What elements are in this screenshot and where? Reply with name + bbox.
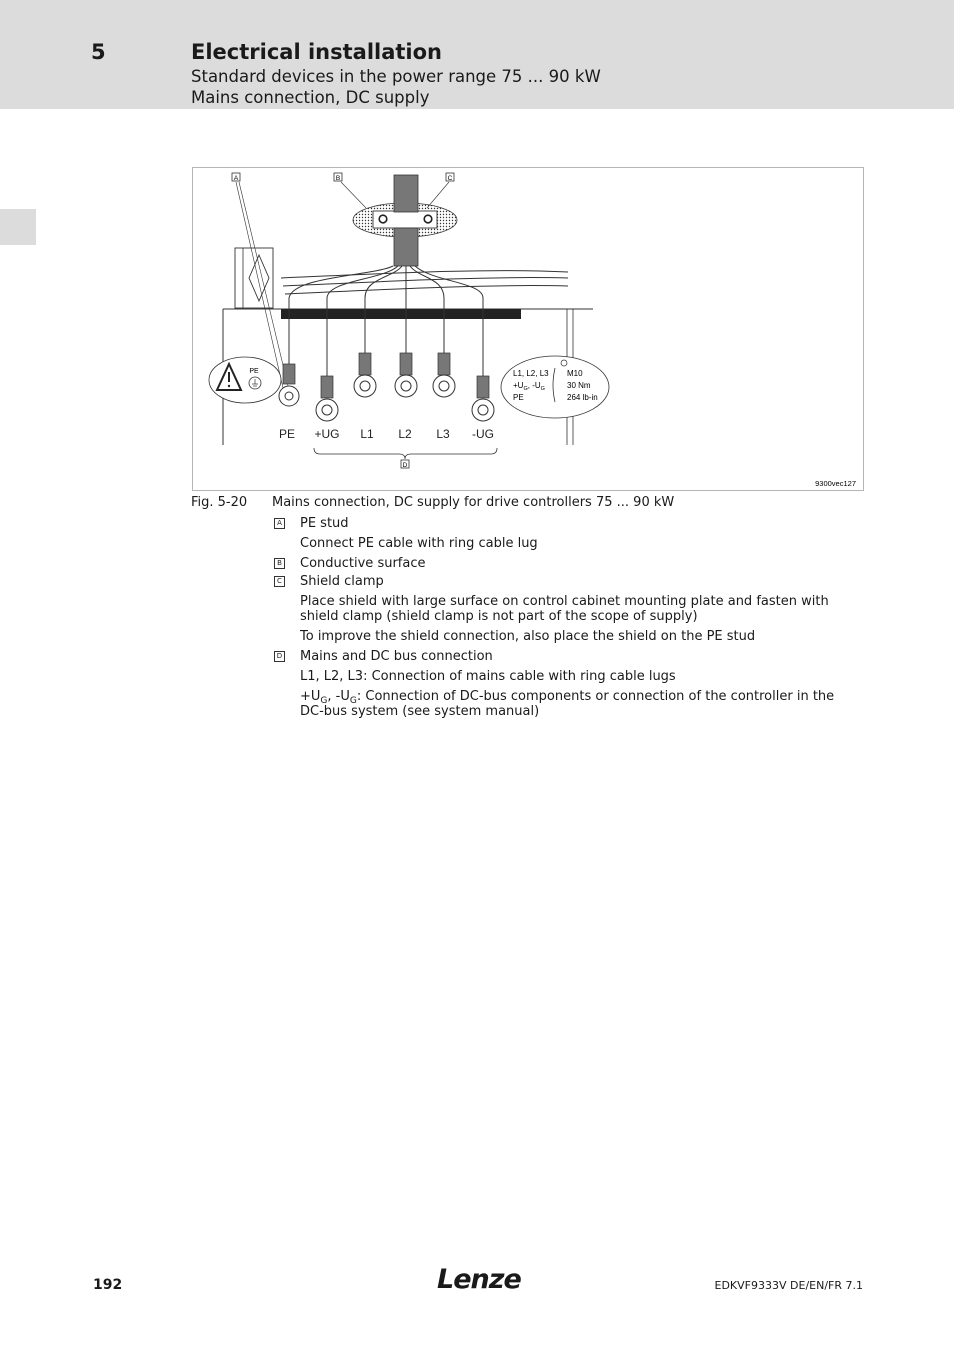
- terminal-l1: [354, 353, 376, 397]
- marker-c: [446, 173, 454, 182]
- marker-a: [232, 173, 240, 182]
- label-l3: L3: [436, 427, 450, 441]
- legend-desc: Connect PE cable with ring cable lug: [300, 536, 538, 551]
- svg-text:D: D: [402, 462, 408, 469]
- terminal-l2: [395, 353, 417, 397]
- chapter-side-tab: [0, 209, 36, 245]
- legend-desc: L1, L2, L3: Connection of mains cable with ring cable lugs: [300, 669, 676, 684]
- svg-text:A: A: [233, 175, 239, 182]
- marker-b: [334, 173, 342, 182]
- svg-text:B: B: [335, 175, 341, 182]
- legend-key-a: A: [274, 518, 285, 529]
- label-minus-ug: -UG: [472, 427, 494, 441]
- section-subtitle: Standard devices in the power range 75 ... 90 kW: [191, 67, 601, 86]
- label-l2: L2: [398, 427, 412, 441]
- page-number: 192: [93, 1277, 123, 1293]
- section-subtitle-2: Mains connection, DC supply: [191, 88, 430, 107]
- pe-warning-callout: [209, 357, 281, 403]
- label-l1: L1: [360, 427, 374, 441]
- svg-text:264 lb-in: 264 lb-in: [567, 393, 598, 402]
- figure-caption-label: Fig. 5-20: [191, 495, 248, 510]
- terminal-l3: [433, 353, 455, 397]
- svg-text:C: C: [447, 175, 453, 182]
- document-id: EDKVF9333V DE/EN/FR 7.1: [714, 1279, 863, 1292]
- legend-key-d: D: [274, 651, 285, 662]
- legend-desc: $+U_G$, $-U_G$: Connection of DC-bus components or connection of the controller in the DC-bus system (see system manual): [300, 689, 835, 719]
- svg-text:30 Nm: 30 Nm: [567, 381, 591, 390]
- legend-desc: Place shield with large surface on control cabinet mounting plate and fasten with shield clamp (shield clamp is not part of the scope of supply): [300, 594, 829, 624]
- label-plus-ug: +UG: [314, 427, 340, 441]
- legend-key-b: B: [274, 558, 285, 569]
- chapter-number: 5: [91, 40, 106, 64]
- legend-item-d: D Mains and DC bus connection: [274, 649, 844, 664]
- legend: [274, 516, 844, 724]
- legend-desc: To improve the shield connection, also place the shield on the PE stud: [300, 629, 756, 644]
- legend-key-c: C: [274, 576, 285, 587]
- torque-callout: [501, 356, 609, 418]
- legend-item-c: C Shield clamp: [274, 574, 844, 589]
- wiring-diagram: [192, 167, 864, 491]
- svg-text:PE: PE: [513, 393, 524, 402]
- svg-text:L1, L2, L3: L1, L2, L3: [513, 369, 549, 378]
- terminal-pe: [279, 364, 299, 406]
- legend-item-a: A PE stud: [274, 516, 844, 531]
- terminal-plus-ug: [316, 376, 338, 421]
- svg-text:+UG, -UG: $+U_G$, $-U_G$: [513, 381, 545, 392]
- pe-label-small: PE: [249, 368, 259, 375]
- legend-item-b: B Conductive surface: [274, 556, 844, 571]
- lenze-logo: Lenze: [437, 1264, 521, 1295]
- shield-clamp: [353, 175, 457, 266]
- figure-caption-text: Mains connection, DC supply for drive controllers 75 ... 90 kW: [272, 495, 675, 510]
- chapter-title: Electrical installation: [191, 40, 442, 64]
- marker-d: [401, 460, 409, 469]
- label-pe: PE: [278, 427, 296, 441]
- terminal-minus-ug: [472, 376, 494, 421]
- figure-id: 9300vec127: [815, 479, 856, 488]
- svg-text:M10: M10: [567, 369, 583, 378]
- header-band: [0, 0, 954, 109]
